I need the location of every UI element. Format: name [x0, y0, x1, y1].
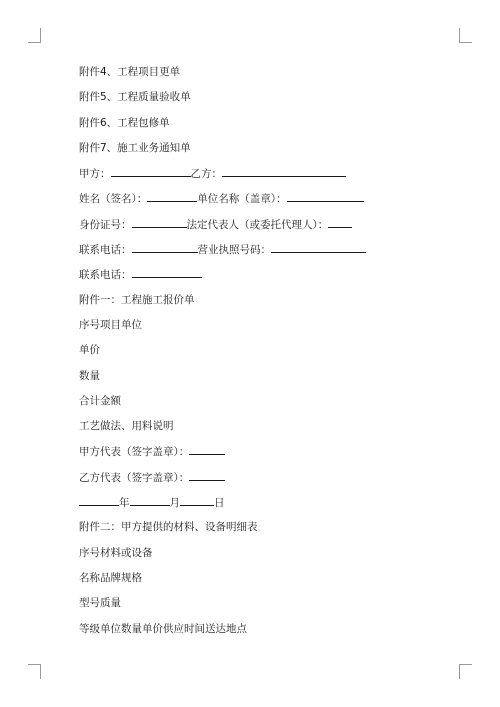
phone2-label: 联系电话： [79, 269, 132, 282]
year-label: 年 [119, 497, 130, 510]
party-a-rep-line [79, 445, 379, 458]
appendix1-field: 序号项目单位 [79, 318, 142, 331]
name-unit-line [79, 192, 379, 205]
party-line [79, 167, 379, 180]
party-b-rep-blank [189, 471, 225, 481]
appendix1-field: 工艺做法、用料说明 [79, 420, 174, 433]
license-label: 营业执照号码： [197, 244, 271, 257]
document-body [79, 66, 379, 648]
attachment-7: 附件7、施工业务通知单 [79, 141, 191, 154]
appendix2-field: 型号质量 [79, 597, 121, 610]
id-rep-line [79, 218, 379, 231]
attachment-5: 附件5、工程质量验收单 [79, 91, 191, 104]
crop-mark-bottom-right [459, 664, 472, 679]
crop-mark-top-right [459, 28, 472, 43]
appendix2-title: 附件二：甲方提供的材料、设备明细表 [79, 521, 258, 534]
phone-license-line [79, 243, 379, 256]
phone-label: 联系电话： [79, 244, 132, 257]
party-b-label: 乙方： [190, 168, 222, 181]
name-sign-label: 姓名（签名）： [79, 193, 148, 206]
phone2-blank [132, 268, 202, 278]
party-a-rep-blank [189, 445, 225, 455]
party-a-blank [111, 167, 191, 177]
unit-name-label: 单位名称（盖章）： [197, 193, 287, 206]
appendix1-field: 数量 [79, 369, 100, 382]
year-blank [79, 496, 119, 506]
party-a-label: 甲方： [79, 168, 111, 181]
license-blank [271, 243, 366, 253]
attachment-4: 附件4、工程项目更单 [79, 66, 181, 78]
appendix1-field: 合计金额 [79, 394, 121, 407]
month-label: 月 [169, 497, 180, 510]
phone-blank [132, 243, 198, 253]
party-b-rep-line [79, 471, 379, 484]
day-blank [180, 496, 214, 506]
crop-mark-bottom-left [28, 664, 41, 679]
attachment-6: 附件6、工程包修单 [79, 116, 170, 129]
appendix1-title: 附件一：工程施工报价单 [79, 293, 195, 306]
name-sign-blank [147, 192, 197, 202]
id-number-blank [132, 218, 187, 228]
appendix2-field: 序号材料或设备 [79, 546, 153, 559]
unit-name-blank [287, 192, 364, 202]
party-a-rep-label: 甲方代表（签字盖章）： [79, 446, 190, 459]
crop-mark-top-left [28, 28, 41, 43]
appendix2-field: 名称品牌规格 [79, 571, 142, 584]
day-label: 日 [214, 497, 225, 510]
legal-rep-blank [328, 218, 352, 228]
appendix1-field: 单价 [79, 344, 100, 357]
party-b-blank [222, 167, 346, 177]
month-blank [130, 496, 170, 506]
appendix2-field: 等级单位数量单价供应时间送达地点 [79, 622, 247, 635]
phone2-line [79, 268, 379, 281]
id-number-label: 身份证号： [79, 218, 132, 231]
legal-rep-label: 法定代表人（或委托代理人）： [186, 218, 329, 231]
date-line [79, 496, 379, 509]
party-b-rep-label: 乙方代表（签字盖章）： [79, 471, 190, 484]
